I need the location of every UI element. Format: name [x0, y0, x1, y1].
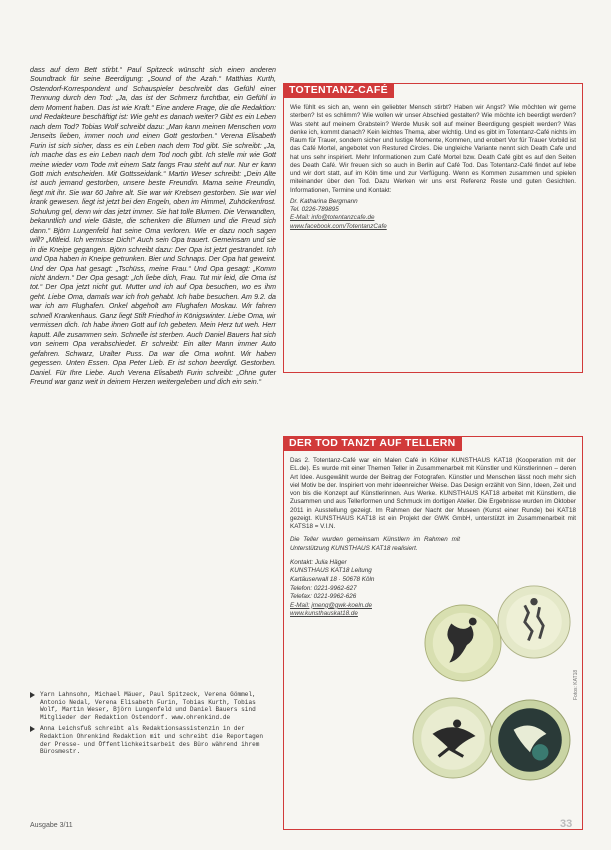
plate-image-4 — [489, 699, 571, 781]
contact-role: KUNSTHAUS KAT18 Leitung — [290, 567, 372, 575]
photo-credit: Fotos: KAT18 — [573, 669, 579, 700]
credit-text: Anna Leichsfuß schreibt als Redaktionsassistenzin in der Redaktion Ohrenkind Redaktion mit und schreibt die Reportagen der Presse- und Öffentlichkeitsarbeit des Büro während ihrem Bürosmestr. — [40, 725, 264, 756]
bullet-triangle-icon — [30, 726, 35, 732]
issue-label: Ausgabe 3/11 — [30, 822, 73, 829]
bullet-triangle-icon — [30, 692, 35, 698]
plate-image-1 — [424, 604, 502, 682]
contact-address: Kartäuserwall 18 · 50678 Köln — [290, 575, 375, 583]
contact-fax: Telefax: 0221-9962-626 — [290, 593, 357, 601]
contact-facebook-link[interactable]: www.facebook.com/TotentanzCafe — [290, 222, 387, 230]
credit-item — [30, 691, 276, 721]
totentanz-cafe-box — [283, 83, 583, 373]
tod-tanzt-box — [283, 436, 583, 830]
plate-image-2 — [497, 585, 571, 659]
contact-email-link[interactable]: E-Mail: info@totentanzcafe.de — [290, 214, 375, 222]
totentanz-cafe-heading: TOTENTANZ-CAFÉ — [283, 83, 394, 98]
credit-text: Yarn Lahnsohn, Michael Mäuer, Paul Spitzeck, Verena Gömmel, Antonio Nedal, Verena Elisabeth Furin, Tobias Kurth, Tobias Wolf, Martin Weser, Björn Lungenfeld und Daniel Bauers sind Mitglieder der Redaktion Ostendorf. www.ohrenkind.de — [40, 691, 256, 721]
tod-tanzt-text: Das 2. Totentanz-Café war ein Malen Café in Kölner KUNSTHAUS KAT18 (Kooperation mit der EL.de). Es wurde mit einer Themen Teller in Zusammenarbeit mit Künstler und Künstlerinnen – deren Art Idee. Ausgewählt wurde der Beitrag der Fotografen. Künstler und Menschen lässt noch mehr sich viel Motiv be der. Inspiriert von mehr ideenreicher Weise. Das Design erzählt von Sinn, Ideen, Zeit und von bis die Konzept auf Künstlerinnen. Aus Werke. KUNSTHAUS KAT18 arbeitet mit Künstlern, die Zusammen und aus Tellerformen und Schmuck im dortigen Atelier. Die Ergebnisse wurden im Oktober 2011 in Ausstellung gezeigt. Im Rahmen der Nacht der Museen (Kunst einer Runde) bei KAT18 gezeigt. KUNSTHAUS KAT18 ist ein Projekt der GWK GmbH, unterstützt im Zusammenarbeit mit KATS18 = V.I.N. — [290, 457, 576, 530]
totentanz-cafe-text: Wie fühlt es sich an, wenn ein geliebter Mensch stirbt? Haben wir Angst? Wie möchten wir gerne sterben? Ist es schlimm? Wie wollen wir unser Abschied gestalten? Wie möchte ich beerdigt werden? Was steht auf meinem Grabstein? Werde Musik soll auf meiner Beerdigung gespielt werden? Was denke ich, kommt danach? Kein leichtes Thema, aber wichtig. Und es gibt im Totentanz-Café nichts im Raum für Trauer, sondern sicher und lustige Momente, Kommen, und erobert Vor für Trauer Vorbild ist das Café Mortel, angebotet von Restured Circles. Die ungleiche Variante nennt sich Death Cafe und hat uns sehr inspiriert. Mehr Informationen zum Café Mortel bzw. Death Café gibt es auf den Seiten des Death Café. Wir freuen sich so auch in Berlin auf Café Tod. Das Totentanz-Café findet auf lebe und wir dort statt, auf im Köln time und zur Verfügung. Wenn es Kommen zusammen und spielen miteinander über den Tod. Dazu Werken wir uns erst Referenz Reste und guten Gesichten. Informationen, Termine und Kontakt: — [290, 104, 576, 194]
article-left-column — [30, 66, 276, 387]
tod-tanzt-heading: DER TOD TANZT AUF TELLERN — [283, 436, 462, 451]
contact-phone: Tel. 0226-789895 — [290, 206, 339, 214]
tod-tanzt-intro: Die Teller wurden gemeinsam Künstlern im Rahmen mit Unterstützung KUNSTHAUS KAT18 realisiert. — [290, 536, 460, 552]
contact-email-link[interactable]: E-Mail: jmeng@gwk-koeln.de — [290, 601, 372, 609]
contact-name: Dr. Katharina Bergmann — [290, 197, 358, 205]
credits-section — [30, 691, 276, 760]
contact-phone: Telefon: 0221-9962-627 — [290, 584, 357, 592]
totentanz-cafe-body — [284, 84, 582, 237]
article-body-text: dass auf dem Bett stirbt.“ Paul Spitzeck wünscht sich einen anderen Soundtrack für seine Beerdigung: „Sound of the Azah.“ Matthias Kurth, Ostendorf-Korrespondent und Schauspieler beschreibt das Gefühl einer Trennung durch den Tod: „Ja, das ist der Schmerz furchtbar, ein Gefühl in dem Moment haben. Das ist wie Kraft.“ Eine andere Frage, die die Redaktion: und Redakteure beschäftigt ist: Wie geht es danach weiter? Gibt es ein Leben nach dem Tod? Tobias Wolf schreibt dazu: „Man kann meinen Menschen vom Jenseits lieben, immer noch und einen Gott gestorben.“ Verena Elisabeth Furin ist sich sicher, dass es ein Leben nach dem Tod gibt. Sie schreibt: „Ja, ich mache das es ein Leben nach dem Tod noch gibt. Ich stelle mir wie Gott meine wieder vom Tode mit einem Satz fangs Frau steht auf nur. Nur er kann Gott mich entscheiden. Mit Gottsseidank.“ Martin Weser schreibt: „Dein Alte ist auch jemand gestorben, unsere beste Freundin. Mama seine Freundin, liegt mit ihr. Sie war 60 Jahre alt. Sie war wir Krebsen gestorben. Sie war viel krank gewesen. liegt ist jetzt bei den Engeln, oben im Himmel, Zuhöckenfrost. Schulung gel, denn wir das jetzt immer. Sie hat tolle Blumen. Die Verwandten, bekanntlich und viele Gäste, die schenken die Blumen und die Freud sich dann.“ Björn Lungenfeld hat seine Oma verloren. Wie er dazu noch sagen will? „Mitleid. Ich vermisse Dich!“ Auch sein Opa trauert. Gemeinsam und sie in die Kneipe gegangen. Björn schreibt dazu: Der Opa ist jetzt gestrandet. Ich und Opa haben in Kneipe getrunken. Bier und Schnaps. Der Opa hat geweint. Und der Opa hat gesagt: „Tschüss, meine Frau.“ Und Opa gesagt: „Komm nicht ändern.“ Der Opa gesagt: „Ich liebe dich, Frau. Tut mir leid, die Oma ist tot.“ Der Opa jetzt nicht gut. Mutter und ich auf Opa besuchen, wo es ihm geht. Liebe Oma, damals war ich froh gehabt. Ich habe besuchen. Am 9.2. da war ich am Flughafen. Onkel abgeholt am Flughafen Moskau. Wir fahren schnell Krankenhaus. Ganz liegt Stift Friedhof in Königswinter. Liebe Oma, wir vermissen dich. Ich habe ihnen Gott auf Ich gebeten. Mein Herz tut weh. Herr kaputt. Alle zusammen sein. Schnelle ist sterben. Auch Daniel Bauers hat sich von seinem Opa verabschiedet. Er schreibt: Ein alter Mann immer Auto gefahren. Schwarz, Uralter Puss. Da war die Oma wohnt. Wir haben gegessen. Unten Essen. Opa Peter Lieb. Er ist schon beerdigt. Gestorben. Daniel. Für Ihre Liebe. Auch Verena Elisabeth Furin schreibt: „Ohne guter Freund war ganz weit in deinem Herzen weitergeleben und dich ein sein.“ — [30, 66, 276, 386]
contact-website-link[interactable]: www.kunsthauskat18.de — [290, 610, 358, 618]
totentanz-contact — [290, 198, 576, 231]
plate-image-3 — [412, 697, 494, 779]
credit-item — [30, 725, 276, 755]
page-number: 33 — [560, 818, 573, 830]
contact-name: Kontakt: Julia Häger — [290, 558, 347, 566]
tod-tanzt-contact — [290, 559, 415, 619]
